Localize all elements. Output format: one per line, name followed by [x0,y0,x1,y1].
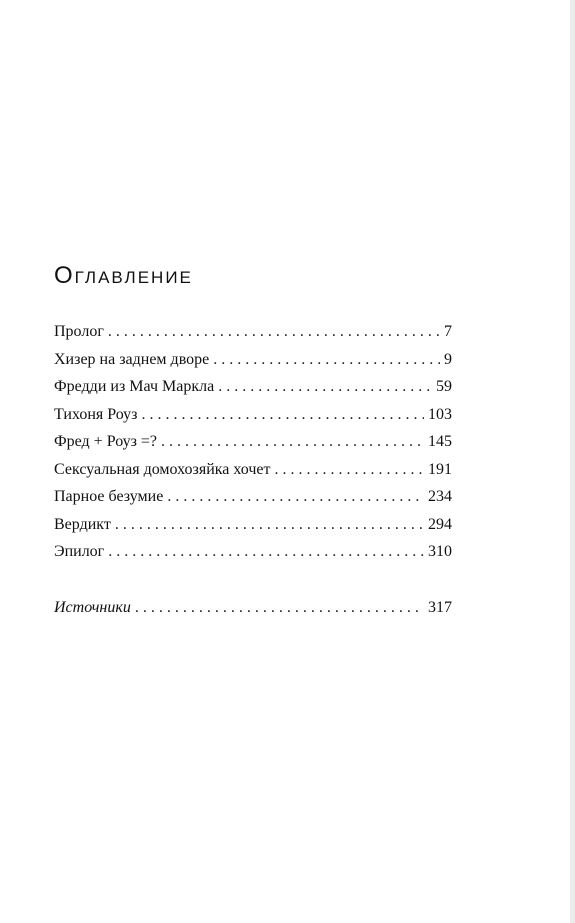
toc-entry-heather[interactable] [54,346,452,374]
toc-entry-label: Парное безумие [54,488,164,505]
dot-leader [213,346,440,374]
toc-entry-page: 317 [428,598,452,616]
toc-entry-label: Фредди из Мач Маркла [54,378,215,395]
toc-entry-label: Хизер на заднем дворе [54,350,210,368]
table-of-contents [54,262,452,621]
toc-title: Оглавление [54,262,193,289]
toc-entry-page: 234 [428,488,452,505]
toc-list [54,318,452,621]
toc-entry-prologue[interactable] [54,318,452,346]
toc-entry-page: 310 [428,543,452,560]
page-edge [570,0,575,923]
toc-entry-freddie[interactable] [54,373,452,401]
dot-leader [108,538,424,566]
toc-entry-verdict[interactable] [54,511,452,539]
toc-entry-page: 59 [436,378,452,395]
toc-entry-rose[interactable] [54,401,452,429]
dot-leader [108,318,440,346]
toc-entry-page: 145 [428,433,452,450]
toc-entry-label: Пролог [54,323,104,340]
toc-entry-page: 191 [428,460,452,478]
dot-leader [218,373,432,401]
toc-entry-madness[interactable] [54,483,452,511]
toc-entry-sources[interactable] [54,594,452,622]
toc-entry-page: 294 [428,515,452,533]
toc-entry-fred-rose[interactable] [54,428,452,456]
toc-entry-label: Тихоня Роуз [54,405,138,423]
toc-entry-housewife[interactable] [54,456,452,484]
toc-entry-label: Источники [54,598,131,616]
toc-entry-label: Фред + Роуз =? [54,433,158,450]
toc-entry-label: Эпилог [54,543,105,560]
dot-leader [275,456,424,484]
dot-leader [115,511,424,539]
dot-leader [161,428,424,456]
toc-entry-page: 103 [428,405,452,423]
toc-entry-label: Вердикт [54,515,111,533]
dot-leader [167,483,424,511]
dot-leader [135,594,424,622]
toc-entry-page: 7 [444,323,452,340]
dot-leader [141,401,424,429]
toc-entry-page: 9 [444,350,452,368]
toc-entry-epilogue[interactable] [54,538,452,566]
toc-entry-label: Сексуальная домохозяйка хочет [54,460,271,478]
